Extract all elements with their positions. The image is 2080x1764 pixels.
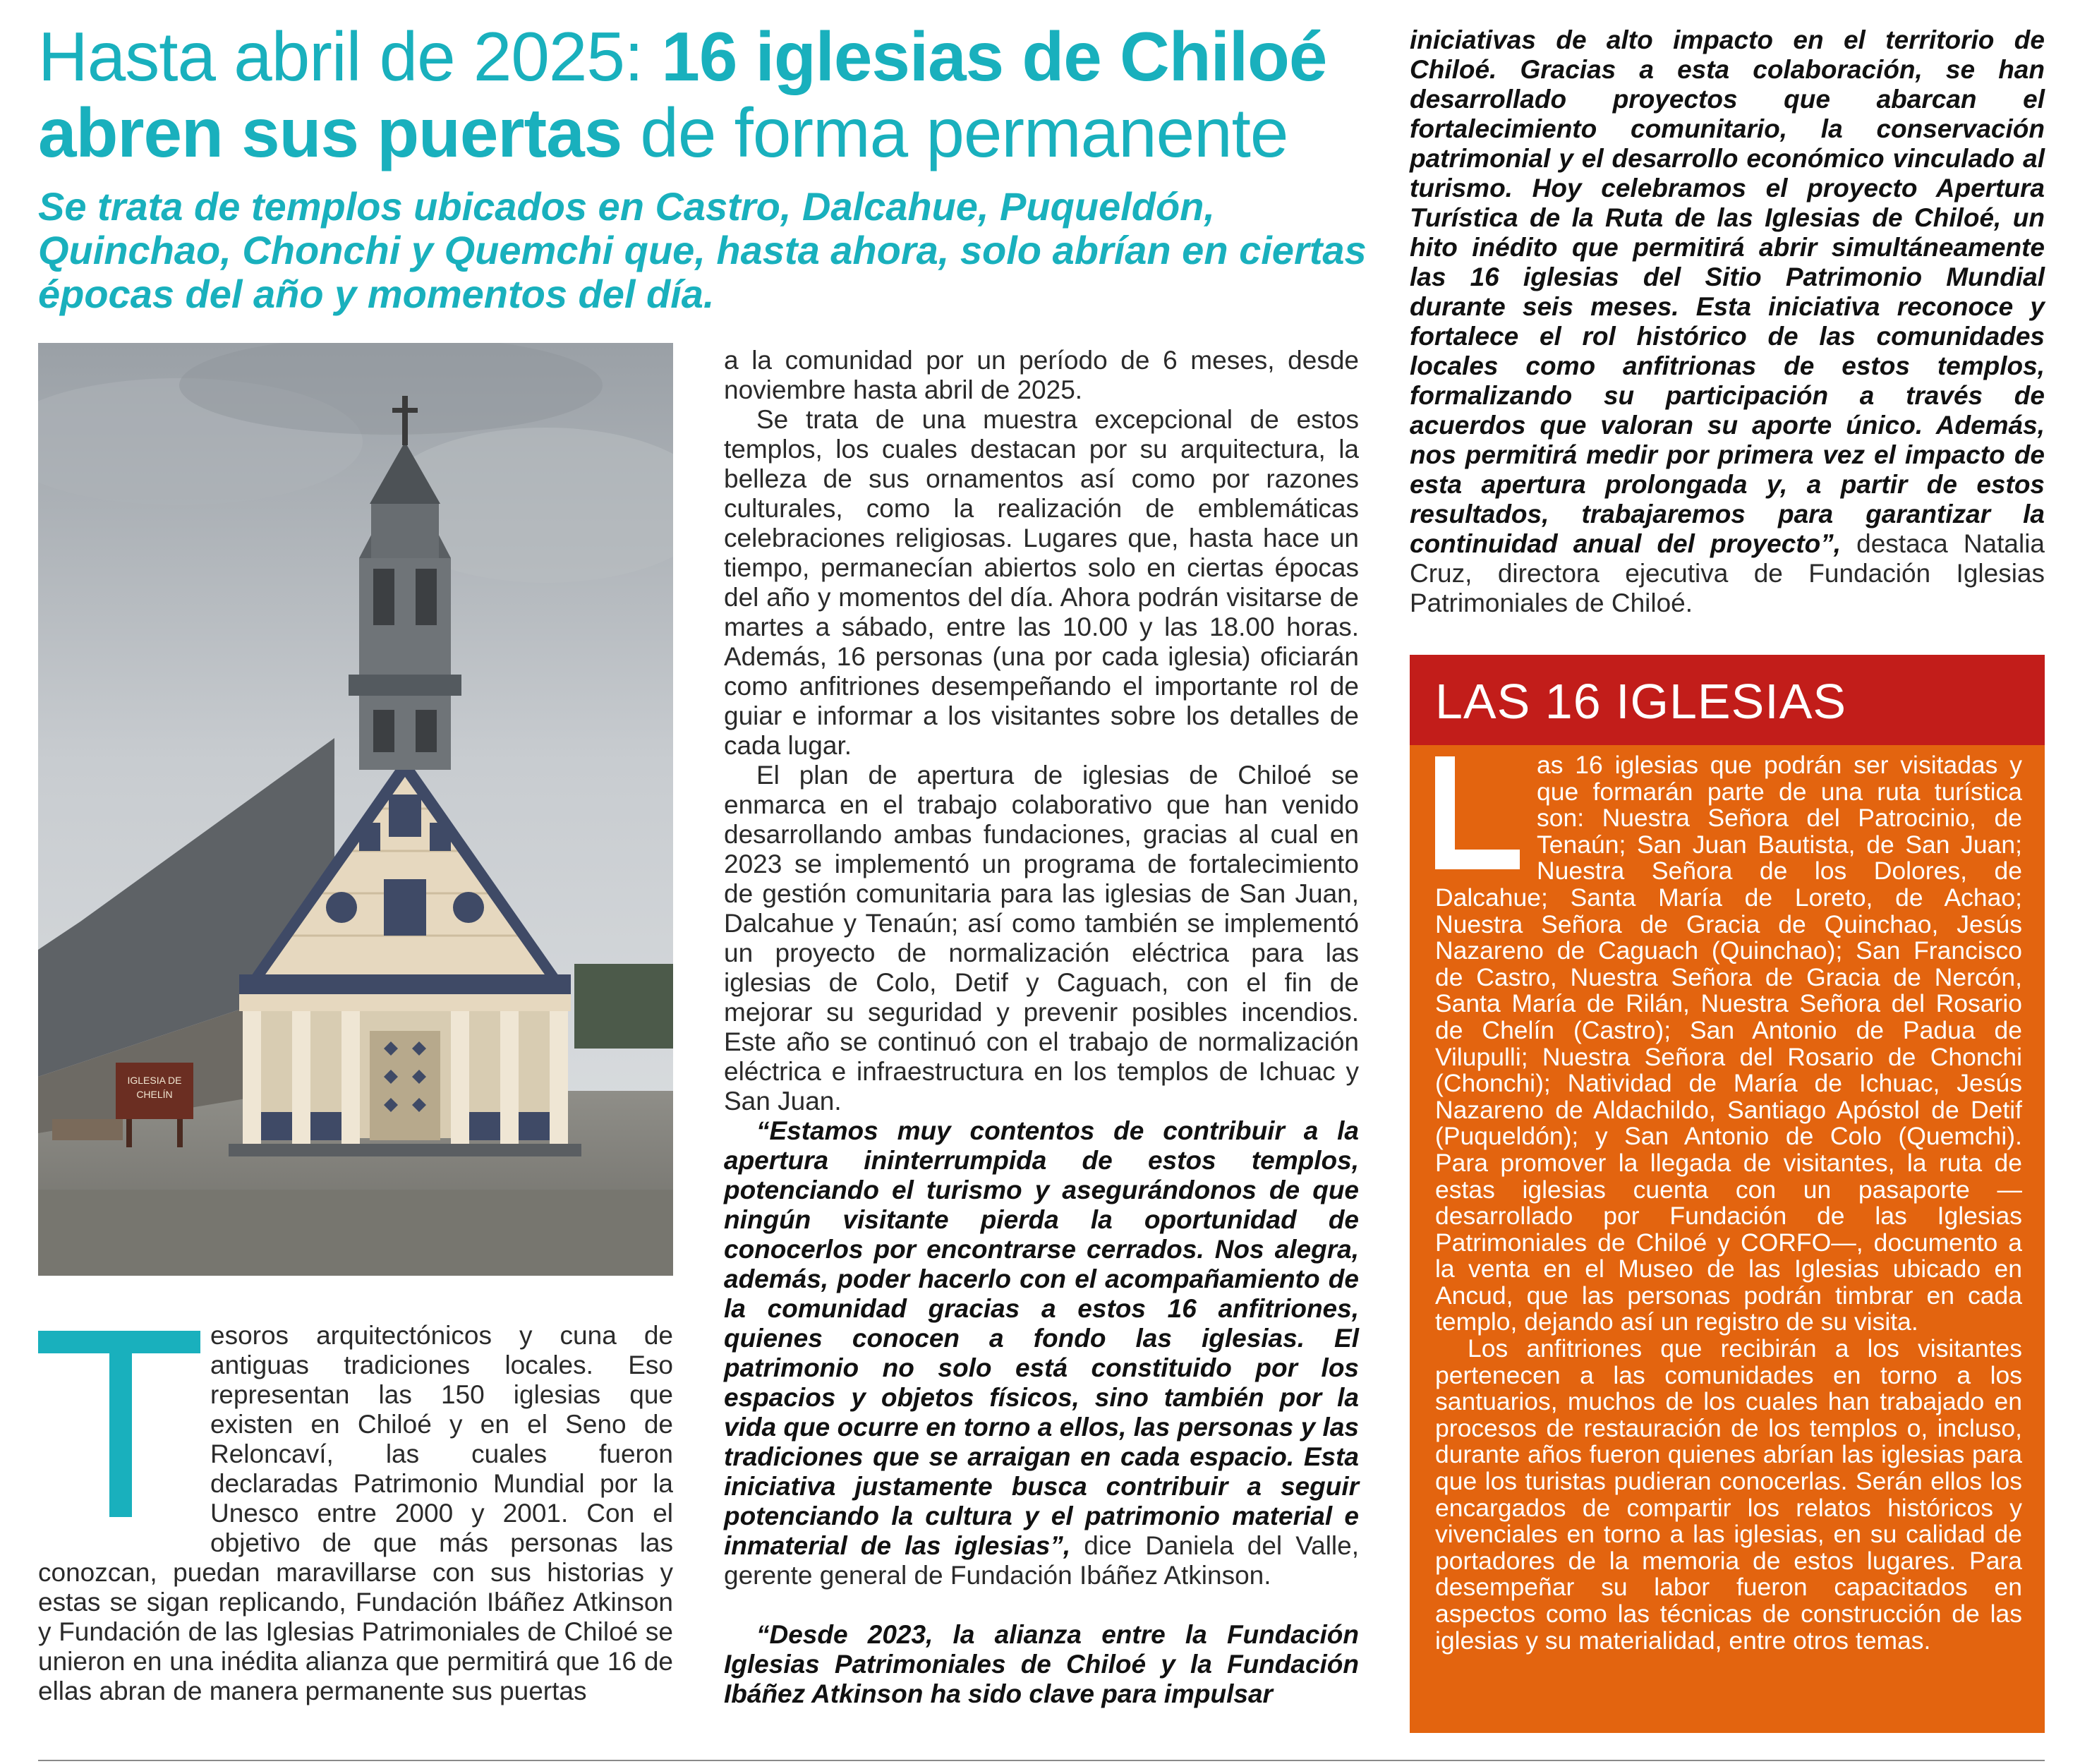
quote-cruz-continued: iniciativas de alto impacto en el territorio de Chiloé. Gracias a esta colaboración, se han desarrollado proyectos que abarcan el fortalecimiento comunitario, la conservación patrimonial y el desarrollo económico vinculado al turismo. Hoy celebramos el proyecto Apertura Turística de la Ruta de las Iglesias de Chiloé, un hito inédito que permitirá abrir simultáneamente las 16 iglesias del Sitio Patrimonio Mundial durante seis meses. Esta iniciativa reconoce y fortalece el rol histórico de las comunidades locales como anfitrionas de estos templos, formalizando su participación a través de acuerdos que valoran su aporte único. Además, nos permitirá medir por primera vez el impacto de esta apertura prolongada y, a partir de estos resultados, trabajaremos para garantizar la continuidad anual del proyecto”, [1410,25,2045,558]
headline-part2: de forma permanente [622,94,1288,171]
quote-cruz-start: “Desde 2023, la alianza entre la Fundación Iglesias Patrimoniales de Chiloé y la Fundación Ibáñez Atkinson ha sido clave para impulsar [724,1620,1359,1708]
sign-line2: CHELÍN [136,1089,173,1100]
quote-del-valle: “Estamos muy contentos de contribuir a la apertura ininterrumpida de estos templos, potenciando el turismo y asegurándonos de que ningún visitante pierda la oportunidad de conocerlos por encontrarse cerrados. Nos alegra, además, poder hacerlo con el acompañamiento de la comunidad gracias a estos 16 anfitriones, quienes conocen a fondo las iglesias. El patrimonio no solo está constituido por los espacios y objetos físicos, sino también por la vida que ocurre en torno a ellos, las personas y las tradiciones que se arraigan en cada espacio. Esta iniciativa justamente busca contribuir a seguir potenciando la cultura y el patrimonio material e inmaterial de las iglesias”, [724,1116,1359,1560]
headline-bold: 16 iglesias de Chiloé abren sus puertas [38,18,1327,171]
sidebar-box-header [1410,655,2045,745]
col2-paragraph-3: El plan de apertura de iglesias de Chiloé se enmarca en el trabajo colaborativo que han venido desarrollando ambas fundaciones, gracias al cual en 2023 se implementó un programa de fortalecimiento de gestión comunitaria para las iglesias de San Juan, Dalcahue y Tenaún; así como también se implementó un proyecto de normalización eléctrica para las iglesias de Colo, Detif y Caguach, con el fin de mejorar su seguridad y prevenir posibles incendios. Este año se continuó con el trabajo de normalización eléctrica e infraestructura en los templos de Ichuac y San Juan. [724,761,1359,1116]
quote-del-valle-attribution: dice Daniela del Valle, gerente general de Fundación Ibáñez Atkinson. [724,1531,1359,1590]
sign-line1: IGLESIA DE [127,1075,182,1086]
column-2 [724,346,1359,1709]
church-photo [38,343,673,1276]
col2-paragraph-1: a la comunidad por un período de 6 meses, desde noviembre hasta abril de 2025. [724,346,1359,404]
headline-part1: Hasta abril de 2025: [38,18,662,95]
col2-paragraph-2: Se trata de una muestra excepcional de estos templos, los cuales destacan por su arquitectura, la belleza de sus ornamentos así como por razones culturales, como la realización de emblemáticas celebraciones religiosas. Lugares que, hasta hace un tiempo, permanecían abiertos solo en ciertas épocas del año y momentos del día. Ahora podrán visitarse de martes a sábado, entre las 10.00 y las 18.00 horas. Además, 16 personas (una por cada iglesia) oficiarán como anfitriones desempeñando el importante rol de guiar e informar a los visitantes sobre los detalles de cada lugar. [724,405,1359,760]
headline [38,18,1379,171]
drop-cap-t [38,1321,200,1533]
sidebar-paragraph-2: Los anfitriones que recibirán a los visitantes pertenecen a las comunidades en torno a los santuarios, muchos de los cuales han trabajado en procesos de restauración de los templos o, incluso, durante años fueron quienes abrían las iglesias para que los turistas pudieran conocerlas. Serán ellos los encargados de compartir los relatos históricos y vivenciales en torno a las iglesias, en su calidad de portadores de la memoria de estos lugares. Para desempeñar su labor fueron capacitados en aspectos como las técnicas de construcción de las iglesias y su materialidad, entre otros temas. [1435,1334,2022,1655]
sidebar-box-title: LAS 16 IGLESIAS [1435,674,1847,729]
sidebar-box [1410,655,2045,1733]
quote-cruz-attribution: destaca Natalia Cruz, directora ejecutiva de Fundación Iglesias Patrimoniales de Chiloé. [1410,529,2045,617]
column-1 [38,1321,673,1706]
column-3 [1410,25,2045,618]
sidebar-paragraph-1: as 16 iglesias que podrán ser visitadas y que formarán parte de una ruta turística son: Nuestra Señora del Patrocinio, de Tenaún; San Juan Bautista, de San Juan; Nuestra Señora de los Dolores, de Dalcahue; Santa María de Loreto, de Achao; Nuestra Señora de Gracia de Quinchao, Jesús Nazareno de Caguach (Quinchao); San Francisco de Castro, Nuestra Señora de Gracia de Nercón, Santa María de Rilán, Nuestra Señora del Rosario de Chelín (Castro); San Antonio de Padua de Vilupulli; Nuestra Señora del Rosario de Chonchi (Chonchi); Natividad de María de Ichuac, Jesús Nazareno de Aldachildo, Santiago Apóstol de Detif (Puqueldón); y San Antonio de Colo (Quemchi). Para promover la llegada de visitantes, la ruta de estas iglesias cuenta con un pasaporte —desarrollado por Fundación de las Iglesias Patrimoniales de Chiloé y CORFO—, documento a la venta en el Museo de las Iglesias ubicado en Ancud, que las personas podrán timbrar en cada templo, dejando así un registro de su visita. [1435,751,2022,1336]
intro-paragraph: esoros arquitectónicos y cuna de antiguas tradiciones locales. Eso representan las 150 iglesias que existen en Chiloé y en el Seno de Reloncaví, las cuales fueron declaradas Patrimonio Mundial por la Unesco entre 2000 y 2001. Con el objetivo de que más personas las conozcan, puedan maravillarse con sus historias y estas se sigan replicando, Fundación Ibáñez Atkinson y Fundación de las Iglesias Patrimoniales de Chiloé se unieron en una inédita alianza que permitirá que 16 de ellas abran de manera permanente sus puertas [38,1321,673,1705]
sidebar-box-body [1435,752,2022,1654]
footer-divider [38,1760,2045,1761]
subheadline: Se trata de templos ubicados en Castro, Dalcahue, Puqueldón, Quinchao, Chonchi y Quemchi que, hasta ahora, solo abrían en ciertas épocas del año y momentos del día. [38,184,1367,316]
drop-cap-l [1435,756,1527,869]
